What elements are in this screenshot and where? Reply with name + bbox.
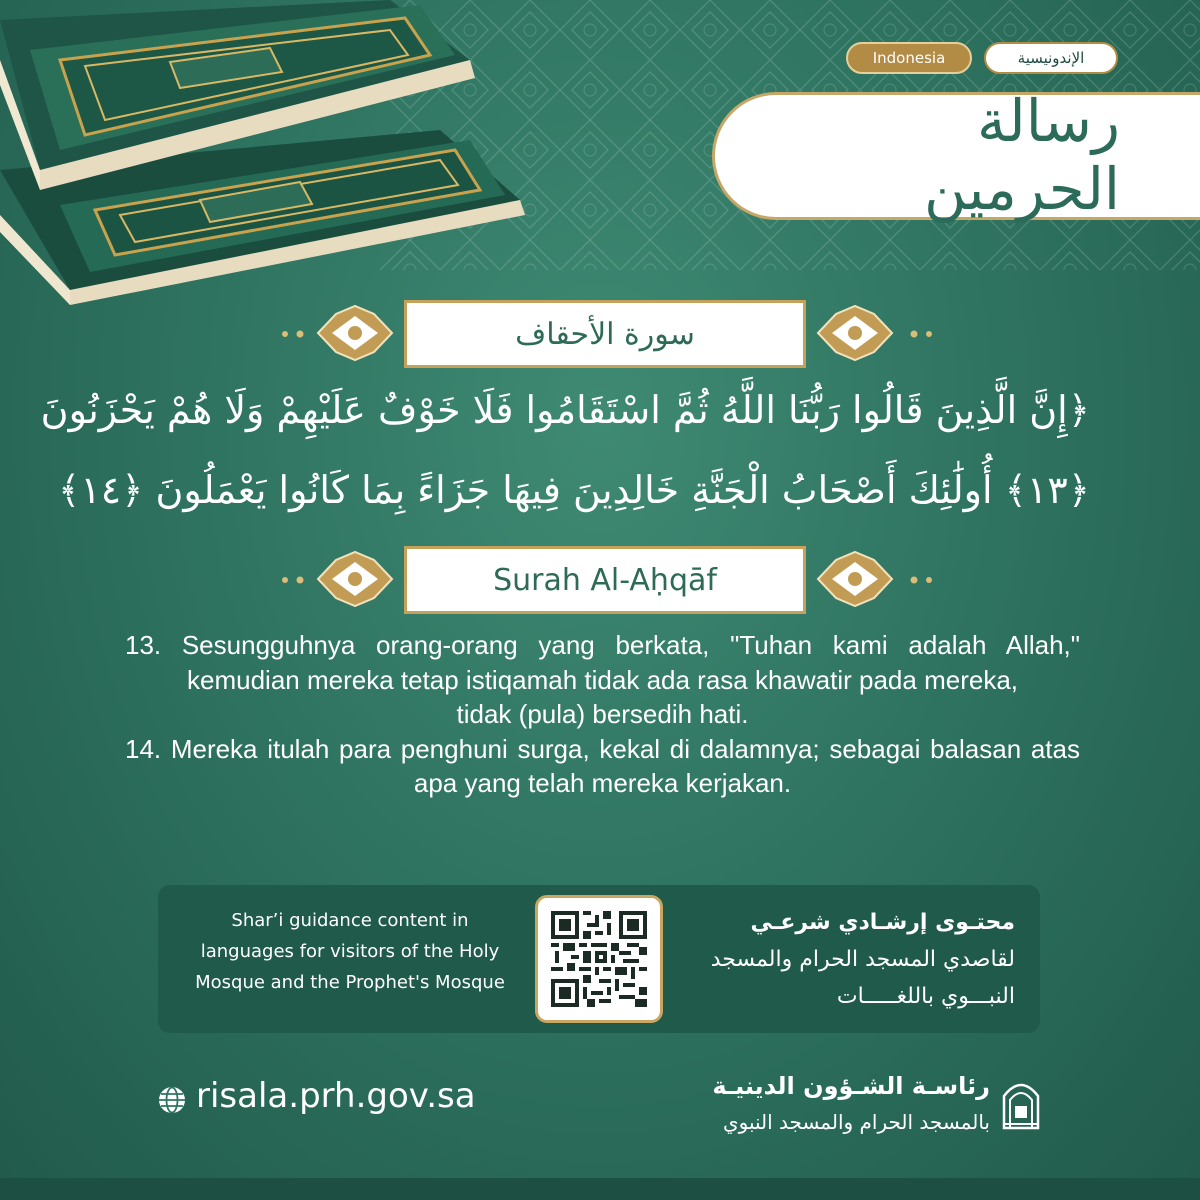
- ornament-right-icon: [816, 550, 894, 608]
- guidance-text-arabic: [680, 904, 1015, 1015]
- quran-books-image: [0, 0, 560, 320]
- guidance-en-line: Shar’i guidance content in: [231, 910, 469, 931]
- surah-title-english: Surah Al-Aḥqāf: [404, 546, 806, 614]
- presidency-logo-icon: [1000, 1072, 1042, 1130]
- translation-verse-13: 13. Sesungguhnya orang-orang yang berkata, "Tuhan kami adalah Allah," kemudian mereka tetap istiqamah tidak ada rasa khawatir pada mereka,: [125, 630, 1080, 695]
- bottom-bar: [0, 1178, 1200, 1200]
- dots-ornament: [280, 328, 310, 340]
- guidance-ar-line: النبـــوي باللغـــــات: [836, 984, 1015, 1009]
- surah-title-arabic: سورة الأحقاف: [404, 300, 806, 368]
- ornament-right-icon: [816, 304, 894, 362]
- org-name-line-1: رئاسـة الشـؤون الدينيـة: [712, 1072, 990, 1100]
- ornament-left-icon: [316, 550, 394, 608]
- dots-ornament: [904, 328, 934, 340]
- quran-verse-line-2: ﴿١٣﴾ أُولَٰئِكَ أَصْحَابُ الْجَنَّةِ خَالِدِينَ فِيهَا جَزَاءً بِمَا كَانُوا يَعْمَلُونَ ﴿١٤﴾: [58, 468, 1090, 512]
- language-button-arabic[interactable]: الإندونيسية: [984, 42, 1118, 74]
- guidance-ar-title: محتـوى إرشـادي شرعـي: [750, 910, 1015, 935]
- risalat-al-haramain-logo: رسالة الحرمين: [924, 87, 1120, 223]
- translation-text: [125, 628, 1080, 801]
- guidance-en-line: languages for visitors of the Holy: [200, 941, 500, 962]
- guidance-text-english: [180, 905, 520, 998]
- guidance-ar-line: لقاصدي المسجد الحرام والمسجد: [710, 947, 1015, 972]
- translation-verse-14: 14. Mereka itulah para penghuni surga, kekal di dalamnya; sebagai balasan atas apa yang telah mereka kerjakan.: [125, 733, 1080, 798]
- dots-ornament: [904, 574, 934, 586]
- ornament-left-icon: [316, 304, 394, 362]
- website-link[interactable]: risala.prh.gov.sa: [196, 1076, 476, 1116]
- dots-ornament: [280, 574, 310, 586]
- translation-verse-13-end: tidak (pula) bersedih hati.: [456, 699, 749, 729]
- org-name-line-2: بالمسجد الحرام والمسجد النبوي: [722, 1110, 990, 1134]
- language-button-indonesia[interactable]: Indonesia: [846, 42, 972, 74]
- quran-verse-line-1: ﴿إِنَّ الَّذِينَ قَالُوا رَبُّنَا اللَّهُ ثُمَّ اسْتَقَامُوا فَلَا خَوْفٌ عَلَيْهِمْ وَلَا هُمْ يَحْزَنُونَ: [40, 388, 1090, 432]
- guidance-en-line: Mosque and the Prophet's Mosque: [195, 972, 505, 993]
- qr-code-icon[interactable]: [551, 911, 647, 1007]
- organization-name: [620, 1068, 990, 1140]
- globe-icon: [157, 1085, 187, 1115]
